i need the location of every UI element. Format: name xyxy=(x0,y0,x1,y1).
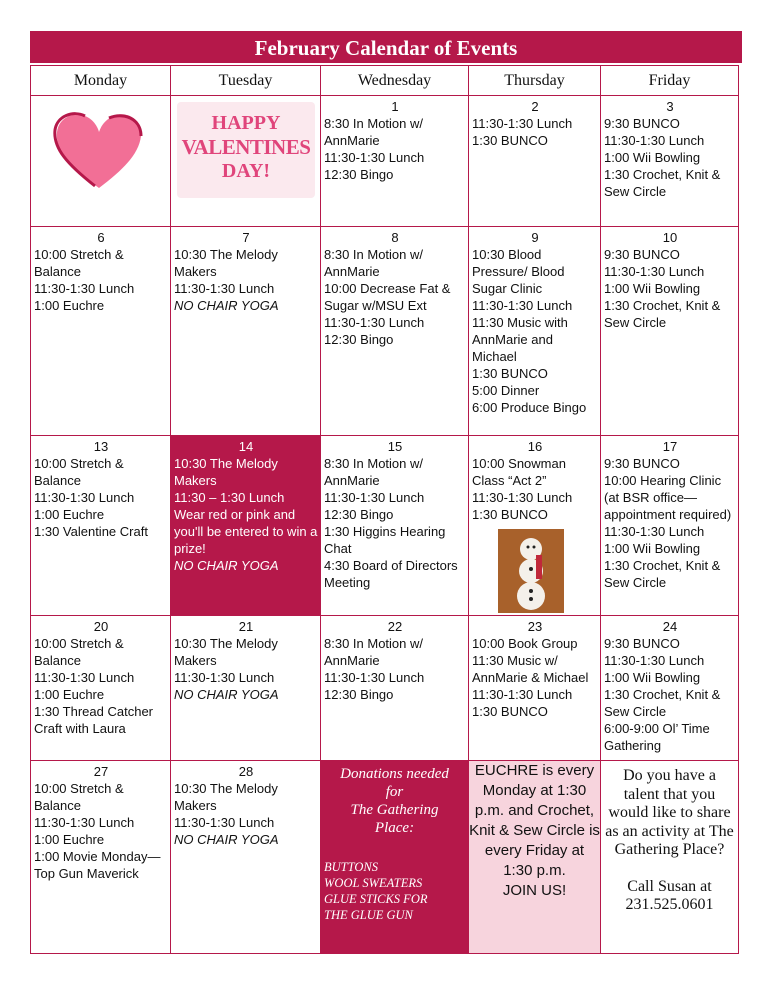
day-cell xyxy=(601,96,739,227)
event: 6:00-9:00 Ol’ Time Gathering xyxy=(604,721,710,753)
day-number: 10 xyxy=(662,230,678,245)
event: 1:00 Euchre xyxy=(34,832,105,847)
day-cell xyxy=(31,436,171,616)
event: 1:30 Thread Catcher Craft with Laura xyxy=(34,704,153,736)
event: 10:00 Stretch & Balance xyxy=(34,636,124,668)
day-cell xyxy=(469,616,601,761)
valentines-image-cell xyxy=(171,96,321,227)
event: 11:30-1:30 Lunch xyxy=(604,524,705,539)
donation-item: GLUE STICKS FOR xyxy=(324,892,428,906)
day-cell xyxy=(31,616,171,761)
day-number: 7 xyxy=(242,230,250,245)
day-cell xyxy=(171,227,321,436)
event: 1:30 BUNCO xyxy=(472,366,548,381)
val-happy-text: HAPPY xyxy=(211,112,281,134)
day-number: 13 xyxy=(93,439,109,454)
event: 12:30 Bingo xyxy=(324,332,394,347)
event: 12:30 Bingo xyxy=(324,687,394,702)
event: 10:30 The Melody Makers xyxy=(174,636,278,668)
event: 10:30 The Melody Makers xyxy=(174,247,278,279)
weekday-header-row xyxy=(31,66,739,96)
event: 11:30-1:30 Lunch xyxy=(604,653,705,668)
event: 11:30-1:30 Lunch xyxy=(604,133,705,148)
day-number: 17 xyxy=(662,439,678,454)
talent-box xyxy=(601,761,739,954)
val-day-text: DAY! xyxy=(221,160,271,182)
event: 1:30 BUNCO xyxy=(472,133,548,148)
event: 1:00 Euchre xyxy=(34,507,105,522)
event: 8:30 In Motion w/ AnnMarie xyxy=(324,636,423,668)
day-cell xyxy=(601,436,739,616)
event-note: NO CHAIR YOGA xyxy=(174,298,279,313)
event: 11:30-1:30 Lunch xyxy=(324,315,425,330)
event: 8:30 In Motion w/ AnnMarie xyxy=(324,116,423,148)
event: 1:00 Euchre xyxy=(34,687,105,702)
euchre-notice-text: EUCHRE is every Monday at 1:30 p.m. and Crochet, Knit & Sew Circle is every Friday at 1:30 p.m. xyxy=(469,762,600,879)
event: 1:30 Valentine Craft xyxy=(34,524,148,539)
event: 10:00 Stretch & Balance xyxy=(34,781,124,813)
event: 12:30 Bingo xyxy=(324,167,394,182)
event: 10:00 Hearing Clinic (at BSR office—appointment required) xyxy=(604,473,732,522)
event: 11:30 Music w/ AnnMarie & Michael xyxy=(472,653,589,685)
day-number: 28 xyxy=(238,764,254,779)
day-number: 22 xyxy=(387,619,403,634)
happy-valentines-day-image xyxy=(177,102,315,198)
day-cell xyxy=(469,436,601,616)
calendar-title: February Calendar of Events xyxy=(30,31,742,63)
donation-item: THE GLUE GUN xyxy=(324,908,413,922)
day-number: 15 xyxy=(387,439,403,454)
event: 11:30-1:30 Lunch xyxy=(34,670,135,685)
event: 11:30-1:30 Lunch xyxy=(472,116,573,131)
event: 1:00 Wii Bowling xyxy=(604,670,701,685)
heart-image-cell xyxy=(31,96,171,227)
day-header-tuesday: Tuesday xyxy=(171,66,321,96)
event: 5:00 Dinner xyxy=(472,383,540,398)
day-cell xyxy=(321,227,469,436)
day-cell-highlighted xyxy=(171,436,321,616)
event: 10:00 Book Group xyxy=(472,636,578,651)
talent-question: Do you have a talent that you would like to share as an activity at The Gathering Place? xyxy=(605,767,734,858)
event: 10:30 The Melody Makers xyxy=(174,456,278,488)
day-number: 14 xyxy=(238,439,254,454)
day-number: 20 xyxy=(93,619,109,634)
event: Wear red or pink and you'll be entered to win a prize! xyxy=(174,507,318,556)
event-note: NO CHAIR YOGA xyxy=(174,832,279,847)
day-number: 27 xyxy=(93,764,109,779)
donations-box xyxy=(321,761,469,954)
event: 11:30-1:30 Lunch xyxy=(174,670,275,685)
event: 1:00 Wii Bowling xyxy=(604,541,701,556)
event: 1:30 BUNCO xyxy=(472,507,548,522)
val-valentines-text: VALENTINES xyxy=(181,135,311,159)
event: 10:00 Decrease Fat & Sugar w/MSU Ext xyxy=(324,281,451,313)
event: 11:30-1:30 Lunch xyxy=(472,687,573,702)
day-cell xyxy=(321,436,469,616)
event: 1:00 Euchre xyxy=(34,298,105,313)
donation-item: WOOL SWEATERS xyxy=(324,876,423,890)
day-number: 6 xyxy=(97,230,105,245)
week-row-2 xyxy=(31,227,739,436)
event: 11:30 – 1:30 Lunch xyxy=(174,490,285,505)
event: 9:30 BUNCO xyxy=(604,116,680,131)
day-header-wednesday: Wednesday xyxy=(321,66,469,96)
event: 10:00 Stretch & Balance xyxy=(34,456,124,488)
event: 1:30 Crochet, Knit & Sew Circle xyxy=(604,687,721,719)
day-cell xyxy=(171,761,321,954)
day-number: 3 xyxy=(666,99,674,114)
event-note: NO CHAIR YOGA xyxy=(174,558,279,573)
event: 11:30-1:30 Lunch xyxy=(34,815,135,830)
event: 6:00 Produce Bingo xyxy=(472,400,587,415)
day-number: 2 xyxy=(531,99,539,114)
event: 1:30 Crochet, Knit & Sew Circle xyxy=(604,167,721,199)
heart-icon xyxy=(49,106,149,196)
join-us-text: JOIN US! xyxy=(502,882,567,899)
day-number: 1 xyxy=(391,99,399,114)
day-cell xyxy=(31,227,171,436)
donations-heading: Donations needed for The Gathering Place: xyxy=(340,766,449,836)
day-cell xyxy=(31,761,171,954)
day-cell xyxy=(321,96,469,227)
event: 11:30-1:30 Lunch xyxy=(604,264,705,279)
event: 1:00 Movie Monday—Top Gun Maverick xyxy=(34,849,161,881)
event: 1:30 Higgins Hearing Chat xyxy=(324,524,446,556)
day-cell xyxy=(601,227,739,436)
event: 8:30 In Motion w/ AnnMarie xyxy=(324,247,423,279)
day-number: 9 xyxy=(531,230,539,245)
event: 11:30-1:30 Lunch xyxy=(174,815,275,830)
event: 9:30 BUNCO xyxy=(604,456,680,471)
day-number: 16 xyxy=(527,439,543,454)
day-cell xyxy=(601,616,739,761)
event: 11:30 Music with AnnMarie and Michael xyxy=(472,315,568,364)
event: 11:30-1:30 Lunch xyxy=(174,281,275,296)
day-number: 21 xyxy=(238,619,254,634)
donations-list xyxy=(321,859,468,923)
event: 8:30 In Motion w/ AnnMarie xyxy=(324,456,423,488)
event: 4:30 Board of Directors Meeting xyxy=(324,558,458,590)
week-row-1 xyxy=(31,96,739,227)
event: 11:30-1:30 Lunch xyxy=(324,670,425,685)
day-cell xyxy=(171,616,321,761)
week-row-4 xyxy=(31,616,739,761)
event: 11:30-1:30 Lunch xyxy=(472,298,573,313)
event: 11:30-1:30 Lunch xyxy=(34,281,135,296)
day-number: 24 xyxy=(662,619,678,634)
event: 11:30-1:30 Lunch xyxy=(472,490,573,505)
call-susan-text: Call Susan at 231.525.0601 xyxy=(625,877,714,913)
day-header-monday: Monday xyxy=(31,66,171,96)
event: 10:30 Blood Pressure/ Blood Sugar Clinic xyxy=(472,247,565,296)
event: 12:30 Bingo xyxy=(324,507,394,522)
euchre-notice-box xyxy=(469,761,601,954)
day-cell xyxy=(469,227,601,436)
event: 1:30 Crochet, Knit & Sew Circle xyxy=(604,558,721,590)
day-number: 23 xyxy=(527,619,543,634)
event: 11:30-1:30 Lunch xyxy=(34,490,135,505)
day-header-thursday: Thursday xyxy=(469,66,601,96)
day-header-friday: Friday xyxy=(601,66,739,96)
event: 1:30 Crochet, Knit & Sew Circle xyxy=(604,298,721,330)
snowman-image xyxy=(498,529,564,613)
week-row-3 xyxy=(31,436,739,616)
calendar-grid xyxy=(30,65,739,954)
event: 1:00 Wii Bowling xyxy=(604,281,701,296)
week-row-5 xyxy=(31,761,739,954)
event: 9:30 BUNCO xyxy=(604,636,680,651)
event: 1:30 BUNCO xyxy=(472,704,548,719)
day-cell xyxy=(321,616,469,761)
donation-item: BUTTONS xyxy=(324,860,378,874)
event: 10:30 The Melody Makers xyxy=(174,781,278,813)
event-note: NO CHAIR YOGA xyxy=(174,687,279,702)
event: 11:30-1:30 Lunch xyxy=(324,490,425,505)
event: 10:00 Stretch & Balance xyxy=(34,247,124,279)
day-cell xyxy=(469,96,601,227)
day-number: 8 xyxy=(391,230,399,245)
event: 11:30-1:30 Lunch xyxy=(324,150,425,165)
event: 9:30 BUNCO xyxy=(604,247,680,262)
event: 1:00 Wii Bowling xyxy=(604,150,701,165)
event: 10:00 Snowman Class “Act 2” xyxy=(472,456,566,488)
